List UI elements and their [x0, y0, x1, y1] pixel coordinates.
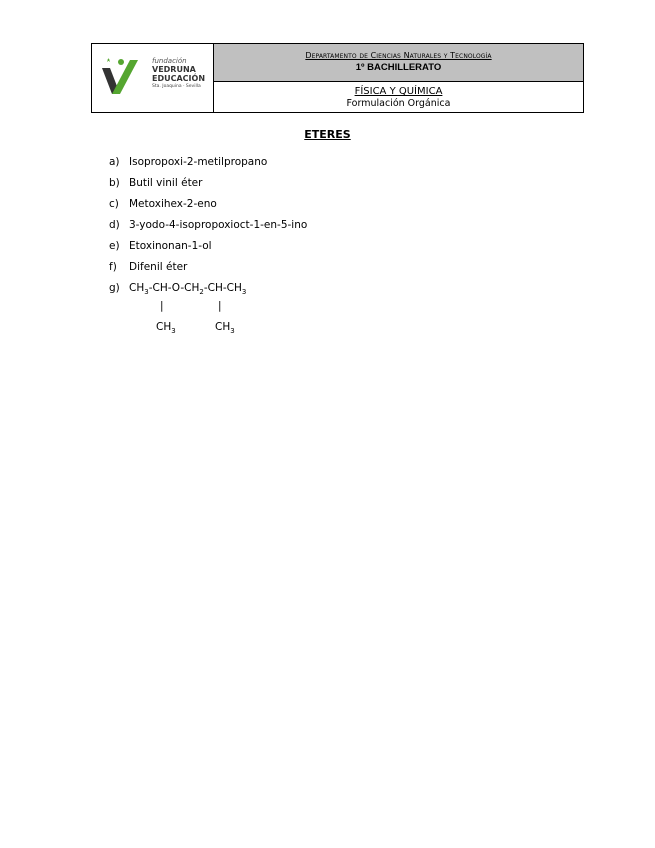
logo-foundation-text: fundación: [152, 57, 187, 65]
exercise-text: Metoxihex-2-eno: [129, 198, 217, 210]
bond-line: |: [218, 300, 222, 312]
section-title: ETERES: [304, 128, 351, 141]
logo-name-line1: VEDRUNA: [152, 65, 196, 74]
formula-subscript: 3: [144, 288, 149, 296]
formula-part: -CH-O-CH: [148, 282, 200, 294]
exercise-text: Butil vinil éter: [129, 177, 203, 189]
topic-title: Formulación Orgánica: [346, 98, 451, 109]
formula-part: CH: [129, 282, 145, 294]
vedruna-logo-icon: [98, 54, 148, 100]
logo-location-text: Sta. Joaquina · Sevilla: [152, 84, 201, 89]
exercise-text: Difenil éter: [129, 261, 188, 273]
exercise-item: [109, 240, 307, 261]
methyl-branch: [156, 321, 176, 333]
exercise-text: 3-yodo-4-isopropoxioct-1-en-5-ino: [129, 219, 308, 231]
exercise-letter: a): [109, 156, 120, 168]
bond-line: |: [160, 300, 164, 312]
exercise-letter: f): [109, 261, 117, 273]
exercise-letter: b): [109, 177, 120, 189]
exercise-item: [109, 261, 307, 282]
subject-row: [214, 82, 583, 112]
branch-subscript: 3: [171, 327, 176, 335]
exercise-letter: g): [109, 282, 120, 294]
department-row: [214, 44, 583, 82]
formula-subscript: 3: [241, 288, 247, 296]
school-logo: [92, 44, 214, 112]
exercise-letter: e): [109, 240, 120, 252]
exercise-list: [109, 156, 308, 335]
course-label: 1º BACHILLERATO: [355, 62, 442, 73]
exercise-item: [109, 156, 307, 177]
exercise-item: [109, 198, 307, 219]
formula-subscript: 2: [199, 288, 204, 296]
branch-group: CH: [156, 321, 172, 333]
exercise-item: [109, 219, 307, 240]
exercise-item-formula: [109, 282, 307, 335]
logo-text: [152, 57, 205, 89]
methyl-branch: [215, 321, 235, 333]
exercise-text: Etoxinonan-1-ol: [129, 240, 212, 252]
exercise-item: [109, 177, 307, 198]
branch-subscript: 3: [230, 327, 235, 335]
department-title: Departamento de Ciencias Naturales y Tecnología: [305, 51, 492, 60]
exercise-text: Isopropoxi-2-metilpropano: [129, 156, 268, 168]
subject-title: FÍSICA Y QUÍMICA: [354, 86, 443, 97]
document-header: [91, 43, 584, 113]
exercise-letter: c): [109, 198, 119, 210]
formula-part: -CH-CH: [203, 282, 242, 294]
structural-formula: [129, 282, 247, 335]
branch-group: CH: [215, 321, 231, 333]
logo-name-line2: EDUCACIÓN: [152, 74, 206, 83]
header-info: [214, 44, 583, 112]
exercise-letter: d): [109, 219, 120, 231]
